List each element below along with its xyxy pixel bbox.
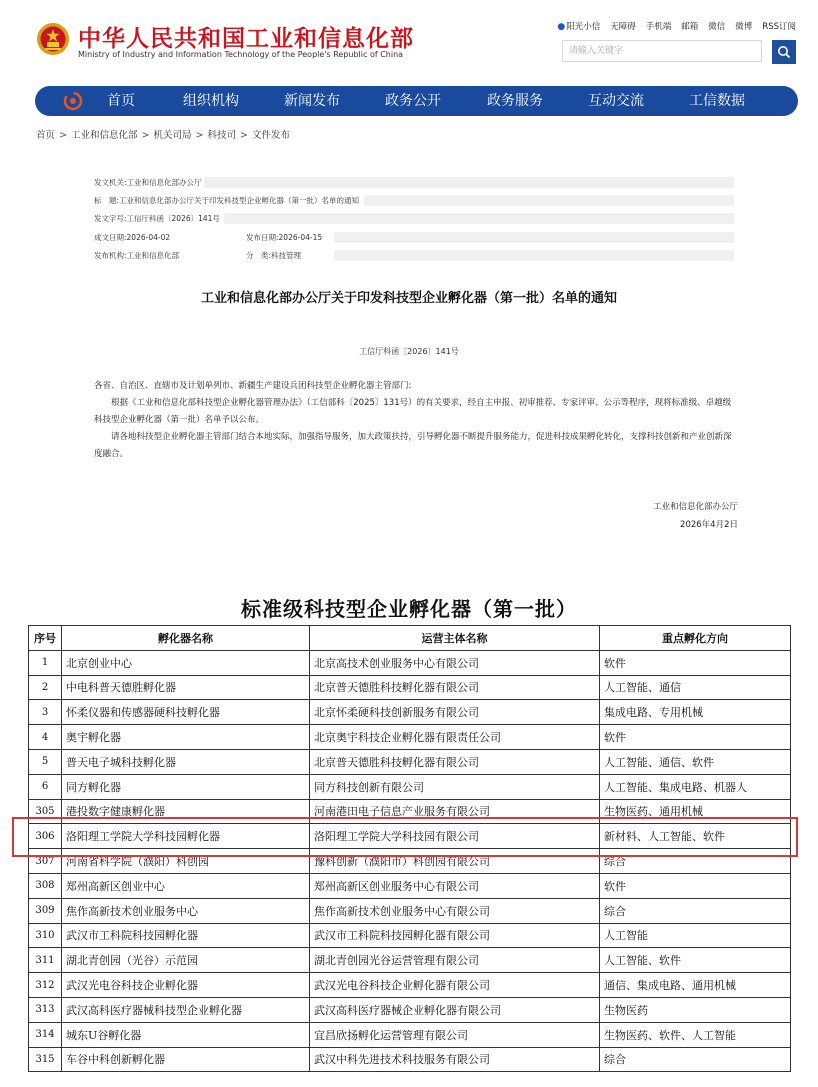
- cell-incubator: 同方孵化器: [62, 774, 310, 799]
- cell-direction: 综合: [600, 898, 791, 923]
- breadcrumb-bureaus[interactable]: 机关司局: [153, 130, 192, 141]
- cell-incubator: 焦作高新技术创业服务中心: [62, 898, 310, 923]
- nav-services[interactable]: 政务服务: [487, 93, 543, 109]
- header-no: 序号: [29, 626, 62, 651]
- cell-no: 306: [29, 824, 62, 849]
- table-row: [29, 725, 791, 750]
- cell-incubator: 武汉高科医疗器械科技型企业孵化器: [62, 997, 310, 1022]
- cell-no: 1: [29, 650, 62, 675]
- cell-operator: 豫科创新（濮阳市）科创园有限公司: [310, 849, 600, 874]
- cell-direction: 人工智能、软件: [600, 948, 791, 973]
- cell-operator: 湖北青创园光谷运营管理有限公司: [310, 948, 600, 973]
- cell-direction: 新材料、人工智能、软件: [600, 824, 791, 849]
- nav-organization[interactable]: 组织机构: [183, 93, 239, 109]
- cell-no: 307: [29, 849, 62, 874]
- document-signer: 工业和信息化部办公厅: [652, 502, 738, 512]
- cell-direction: 人工智能、通信、软件: [600, 749, 791, 774]
- table-row-highlighted: [29, 824, 791, 849]
- breadcrumb-file[interactable]: 文件发布: [251, 130, 290, 141]
- cell-direction: 生物医药、软件、人工智能: [600, 1022, 791, 1047]
- cell-operator: 武汉高科医疗器械企业孵化器有限公司: [310, 997, 600, 1022]
- cell-incubator: 洛阳理工学院大学科技园孵化器: [62, 824, 310, 849]
- cell-operator: 武汉光电谷科技企业孵化器有限公司: [310, 973, 600, 998]
- cell-direction: 人工智能、集成电路、机器人: [600, 774, 791, 799]
- sunshine-link[interactable]: ●阳光小信: [557, 22, 601, 32]
- cell-no: 311: [29, 948, 62, 973]
- table-row: [29, 799, 791, 824]
- meta-issuer: 发文机关:工业和信息化部办公厅: [94, 178, 202, 187]
- search-button[interactable]: [772, 40, 796, 64]
- national-emblem-icon[interactable]: [36, 22, 70, 56]
- cell-no: 315: [29, 1047, 62, 1072]
- table-row: [29, 923, 791, 948]
- cell-operator: 北京怀柔硬科技创新服务有限公司: [310, 700, 600, 725]
- meta-doc-no: 发文字号:工信厅科函〔2026〕141号: [94, 214, 220, 223]
- cell-direction: 人工智能、通信: [600, 675, 791, 700]
- table-row: [29, 849, 791, 874]
- table-row: [29, 898, 791, 923]
- rss-link[interactable]: RSS订阅: [762, 22, 796, 32]
- table-row: [29, 650, 791, 675]
- cell-operator: 郑州高新区创业服务中心有限公司: [310, 873, 600, 898]
- nav-home[interactable]: 首页: [107, 93, 135, 109]
- nav-news[interactable]: 新闻发布: [284, 93, 340, 109]
- cell-incubator: 武汉市工科院科技园孵化器: [62, 923, 310, 948]
- document-paragraph-1: 根据《工业和信息化部科技型企业孵化器管理办法》（工信部科〔2025〕131号）的有关要求，经自主申报、初审推荐、专家评审、公示等程序，现将标准级、卓越级科技型企业孵化器（第一批）名单予以公布。: [94, 398, 732, 425]
- cell-no: 2: [29, 675, 62, 700]
- accessibility-link[interactable]: 无障碍: [610, 22, 636, 32]
- cell-incubator: 武汉光电谷科技企业孵化器: [62, 973, 310, 998]
- table-row: [29, 675, 791, 700]
- cell-incubator: 城东U谷孵化器: [62, 1022, 310, 1047]
- cell-direction: 集成电路、专用机械: [600, 700, 791, 725]
- cell-no: 314: [29, 1022, 62, 1047]
- cell-direction: 人工智能: [600, 923, 791, 948]
- meta-category: 分 类:科技管理: [246, 251, 302, 260]
- cell-incubator: 郑州高新区创业中心: [62, 873, 310, 898]
- mailbox-link[interactable]: 邮箱: [681, 22, 699, 32]
- meta-org: 发布机构:工业和信息化部: [94, 251, 180, 260]
- table-row: [29, 700, 791, 725]
- sun-icon: ●: [557, 22, 566, 32]
- incubator-table: [28, 625, 791, 1072]
- site-header: [0, 0, 818, 80]
- site-title[interactable]: 中华人民共和国工业和信息化部: [78, 26, 414, 52]
- cell-direction: 生物医药、通用机械: [600, 799, 791, 824]
- meta-published: 发布日期:2026-04-15: [246, 233, 323, 242]
- cell-incubator: 港投数字健康孵化器: [62, 799, 310, 824]
- cell-operator: 武汉市工科院科技园孵化器有限公司: [310, 923, 600, 948]
- top-links: [557, 20, 796, 32]
- table-row: [29, 1047, 791, 1072]
- breadcrumb-dept[interactable]: 科技司: [207, 130, 236, 141]
- document-paragraph-2: 请各地科技型企业孵化器主管部门结合本地实际，加强指导服务，加大政策扶持，引导孵化器不断提升服务能力，促进科技成果孵化转化，支撑科技创新和产业创新深度融合。: [94, 432, 732, 459]
- weibo-link[interactable]: 微博: [735, 22, 753, 32]
- main-nav: [35, 86, 798, 116]
- cell-direction: 综合: [600, 849, 791, 874]
- cell-no: 305: [29, 799, 62, 824]
- nav-interaction[interactable]: 互动交流: [588, 93, 644, 109]
- cell-direction: 通信、集成电路、通用机械: [600, 973, 791, 998]
- breadcrumb: 首页 > 工业和信息化部 > 机关司局 > 科技司 > 文件发布: [36, 130, 290, 141]
- document-title: 工业和信息化部办公厅关于印发科技型企业孵化器（第一批）名单的通知: [200, 291, 617, 306]
- wechat-link[interactable]: 微信: [708, 22, 726, 32]
- cell-operator: 同方科技创新有限公司: [310, 774, 600, 799]
- miit-logo-icon[interactable]: [63, 91, 83, 111]
- table-row: [29, 997, 791, 1022]
- document-number: 工信厅科函〔2026〕141号: [359, 347, 459, 356]
- cell-no: 312: [29, 973, 62, 998]
- cell-no: 309: [29, 898, 62, 923]
- cell-direction: 软件: [600, 725, 791, 750]
- table-row: [29, 948, 791, 973]
- search-input[interactable]: 请输入关键字: [562, 40, 762, 62]
- meta-created: 成文日期:2026-04-02: [94, 233, 171, 242]
- cell-incubator: 车谷中科创新孵化器: [62, 1047, 310, 1072]
- header-operator: 运营主体名称: [310, 626, 600, 651]
- cell-no: 308: [29, 873, 62, 898]
- cell-direction: 综合: [600, 1047, 791, 1072]
- table-row: [29, 1022, 791, 1047]
- header-incubator: 孵化器名称: [62, 626, 310, 651]
- cell-no: 313: [29, 997, 62, 1022]
- cell-operator: 洛阳理工学院大学科技园有限公司: [310, 824, 600, 849]
- cell-direction: 生物医药: [600, 997, 791, 1022]
- cell-incubator: 中电科普天德胜孵化器: [62, 675, 310, 700]
- cell-incubator: 奥宇孵化器: [62, 725, 310, 750]
- table-row: [29, 973, 791, 998]
- cell-no: 3: [29, 700, 62, 725]
- cell-incubator: 北京创业中心: [62, 650, 310, 675]
- table-row: [29, 774, 791, 799]
- header-direction: 重点孵化方向: [600, 626, 791, 651]
- table-row: [29, 749, 791, 774]
- cell-operator: 北京普天德胜科技孵化器有限公司: [310, 675, 600, 700]
- document-date: 2026年4月2日: [680, 520, 738, 530]
- table-header-row: [29, 626, 791, 651]
- cell-operator: 北京奥宇科技企业孵化器有限责任公司: [310, 725, 600, 750]
- cell-no: 310: [29, 923, 62, 948]
- cell-operator: 宜昌欣扬孵化运营管理有限公司: [310, 1022, 600, 1047]
- breadcrumb-home[interactable]: 首页: [36, 130, 56, 141]
- table-title: 标准级科技型企业孵化器（第一批）: [241, 597, 577, 621]
- document-addressee: 各省、自治区、直辖市及计划单列市、新疆生产建设兵团科技型企业孵化器主管部门:: [94, 381, 412, 391]
- cell-incubator: 普天电子城科技孵化器: [62, 749, 310, 774]
- cell-no: 4: [29, 725, 62, 750]
- cell-operator: 武汉中科先进技术科技服务有限公司: [310, 1047, 600, 1072]
- cell-operator: 北京高技术创业服务中心有限公司: [310, 650, 600, 675]
- nav-data[interactable]: 工信数据: [689, 93, 745, 109]
- cell-incubator: 湖北青创园（光谷）示范园: [62, 948, 310, 973]
- cell-incubator: 怀柔仪器和传感器硬科技孵化器: [62, 700, 310, 725]
- cell-no: 5: [29, 749, 62, 774]
- cell-operator: 焦作高新技术创业服务中心有限公司: [310, 898, 600, 923]
- cell-operator: 北京普天德胜科技孵化器有限公司: [310, 749, 600, 774]
- mobile-link[interactable]: 手机端: [645, 22, 672, 32]
- breadcrumb-ministry[interactable]: 工业和信息化部: [70, 130, 138, 141]
- cell-incubator: 河南省科学院（濮阳）科创园: [62, 849, 310, 874]
- cell-operator: 河南港田电子信息产业服务有限公司: [310, 799, 600, 824]
- search-box: [562, 40, 796, 64]
- site-subtitle: Ministry of Industry and Information Technology of the People's Republic of China: [78, 50, 404, 59]
- nav-gov-affairs[interactable]: 政务公开: [385, 93, 441, 109]
- meta-title: 标 题:工业和信息化部办公厅关于印发科技型企业孵化器（第一批）名单的通知: [94, 196, 360, 205]
- cell-no: 6: [29, 774, 62, 799]
- cell-direction: 软件: [600, 650, 791, 675]
- search-icon: [777, 45, 791, 59]
- cell-direction: 软件: [600, 873, 791, 898]
- table-row: [29, 873, 791, 898]
